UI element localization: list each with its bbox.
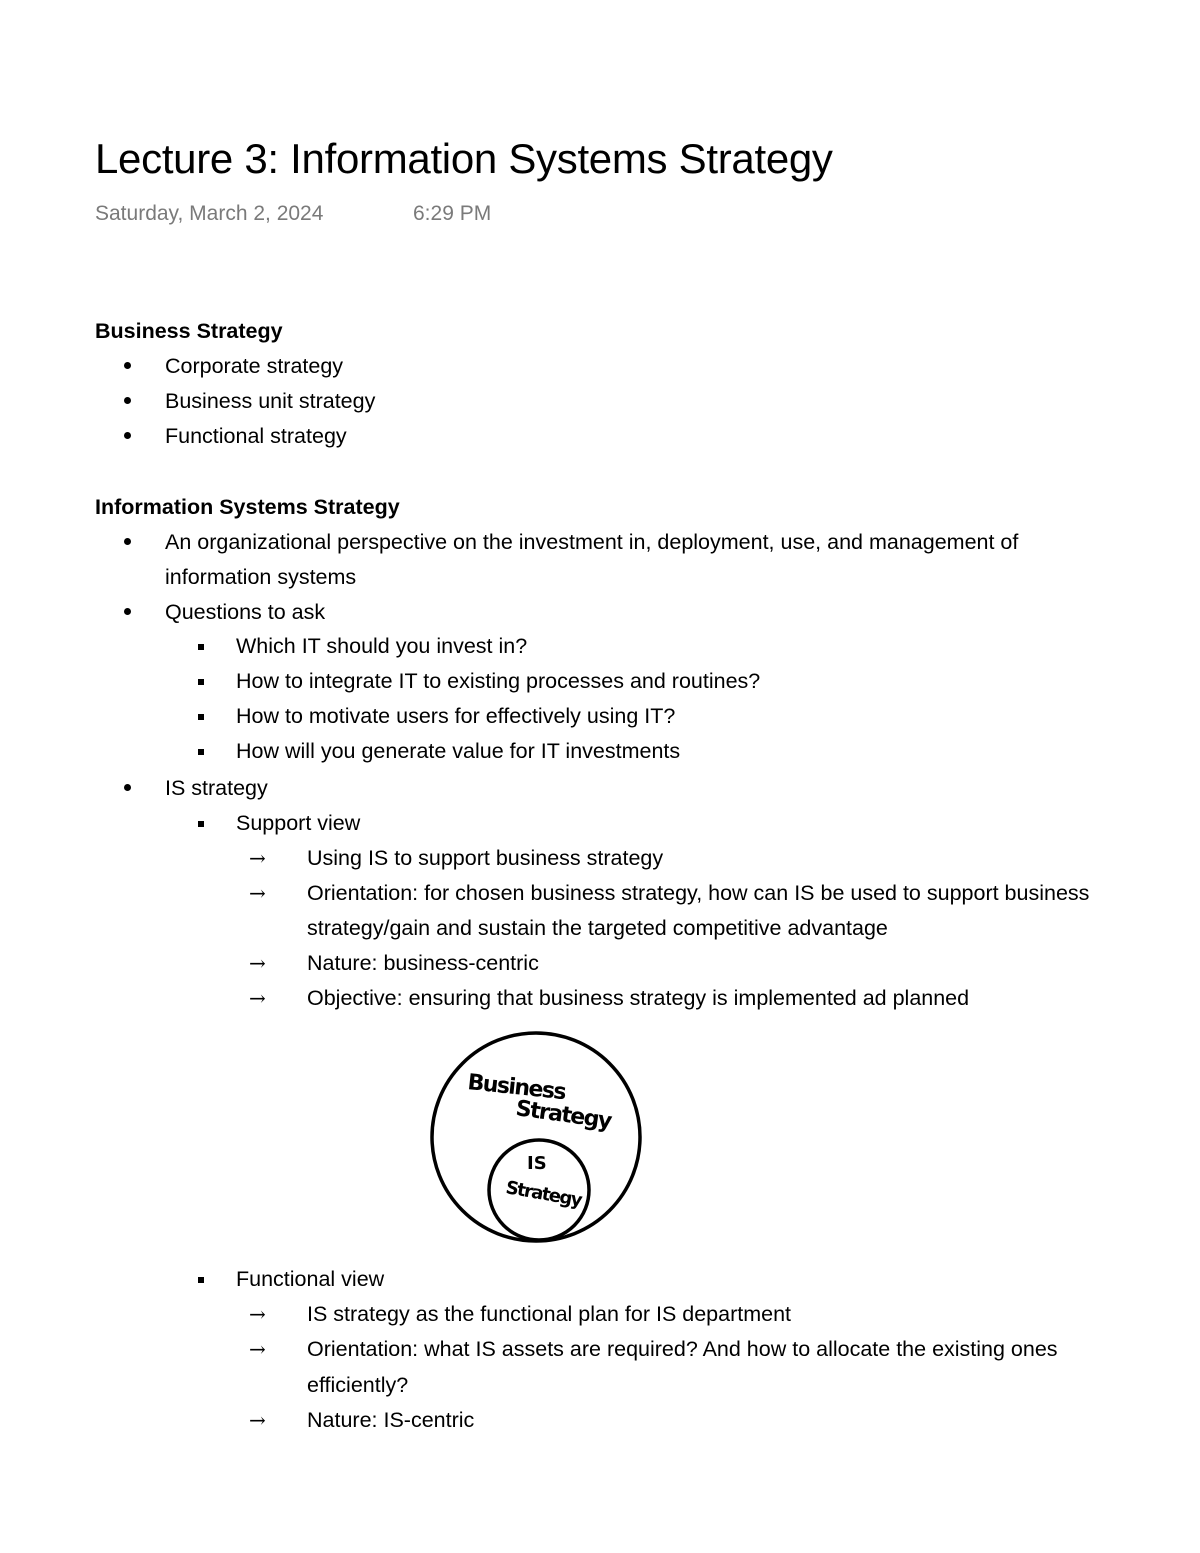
definition-line: information systems xyxy=(165,565,357,589)
arrow-right-icon: → xyxy=(249,1337,266,1361)
arrow-right-icon: → xyxy=(249,951,266,975)
diagram-label-business: Business xyxy=(466,1070,567,1106)
bullet-icon xyxy=(124,608,131,615)
is-strategy-heading: Information Systems Strategy xyxy=(95,495,400,519)
arrow-right-icon: → xyxy=(249,881,266,905)
list-item: Functional strategy xyxy=(165,424,347,448)
note-time: 6:29 PM xyxy=(413,202,492,225)
arrow-right-icon: → xyxy=(249,1408,266,1432)
page-title: Lecture 3: Information Systems Strategy xyxy=(95,135,833,182)
definition-line: An organizational perspective on the investment in, deployment, use, and management of xyxy=(165,530,1019,554)
support-point-continued: strategy/gain and sustain the targeted competitive advantage xyxy=(307,916,888,940)
arrow-right-icon: → xyxy=(249,986,266,1010)
question-item: Which IT should you invest in? xyxy=(236,634,528,658)
square-bullet-icon xyxy=(198,821,204,827)
support-point: Using IS to support business strategy xyxy=(307,846,664,870)
bullet-icon xyxy=(124,784,131,791)
question-item: How to motivate users for effectively using IT? xyxy=(236,704,676,728)
arrow-right-icon: → xyxy=(249,1302,266,1326)
functional-view-label: Functional view xyxy=(236,1267,385,1291)
business-strategy-heading: Business Strategy xyxy=(95,319,283,343)
bullet-icon xyxy=(124,432,131,439)
functional-point: IS strategy as the functional plan for IS department xyxy=(307,1302,792,1326)
square-bullet-icon xyxy=(198,644,204,650)
list-item: Corporate strategy xyxy=(165,354,344,378)
note-date: Saturday, March 2, 2024 xyxy=(95,202,324,225)
question-item: How to integrate IT to existing processes and routines? xyxy=(236,669,761,693)
diagram-label-is-strategy: Strategy xyxy=(504,1177,583,1212)
square-bullet-icon xyxy=(198,749,204,755)
list-item: Business unit strategy xyxy=(165,389,376,413)
question-item: How will you generate value for IT investments xyxy=(236,739,681,763)
bullet-icon xyxy=(124,538,131,545)
diagram-label-strategy: Strategy xyxy=(514,1096,613,1135)
support-view-label: Support view xyxy=(236,811,361,835)
functional-point: Nature: IS-centric xyxy=(307,1408,475,1432)
bullet-icon xyxy=(124,362,131,369)
square-bullet-icon xyxy=(198,714,204,720)
business-strategy-circle xyxy=(432,1033,640,1241)
support-point: Nature: business-centric xyxy=(307,951,539,975)
questions-label: Questions to ask xyxy=(165,600,326,624)
strategy-circles-diagram xyxy=(425,1025,650,1250)
functional-point: Orientation: what IS assets are required? And how to allocate the existing ones xyxy=(307,1337,1058,1361)
support-point: Orientation: for chosen business strategy, how can IS be used to support business xyxy=(307,881,1090,905)
functional-point-continued: efficiently? xyxy=(307,1373,409,1397)
support-point: Objective: ensuring that business strategy is implemented ad planned xyxy=(307,986,970,1010)
square-bullet-icon xyxy=(198,1277,204,1283)
is-strategy-label: IS strategy xyxy=(165,776,268,800)
diagram-label-is: IS xyxy=(527,1153,547,1174)
arrow-right-icon: → xyxy=(249,846,266,870)
square-bullet-icon xyxy=(198,679,204,685)
bullet-icon xyxy=(124,397,131,404)
